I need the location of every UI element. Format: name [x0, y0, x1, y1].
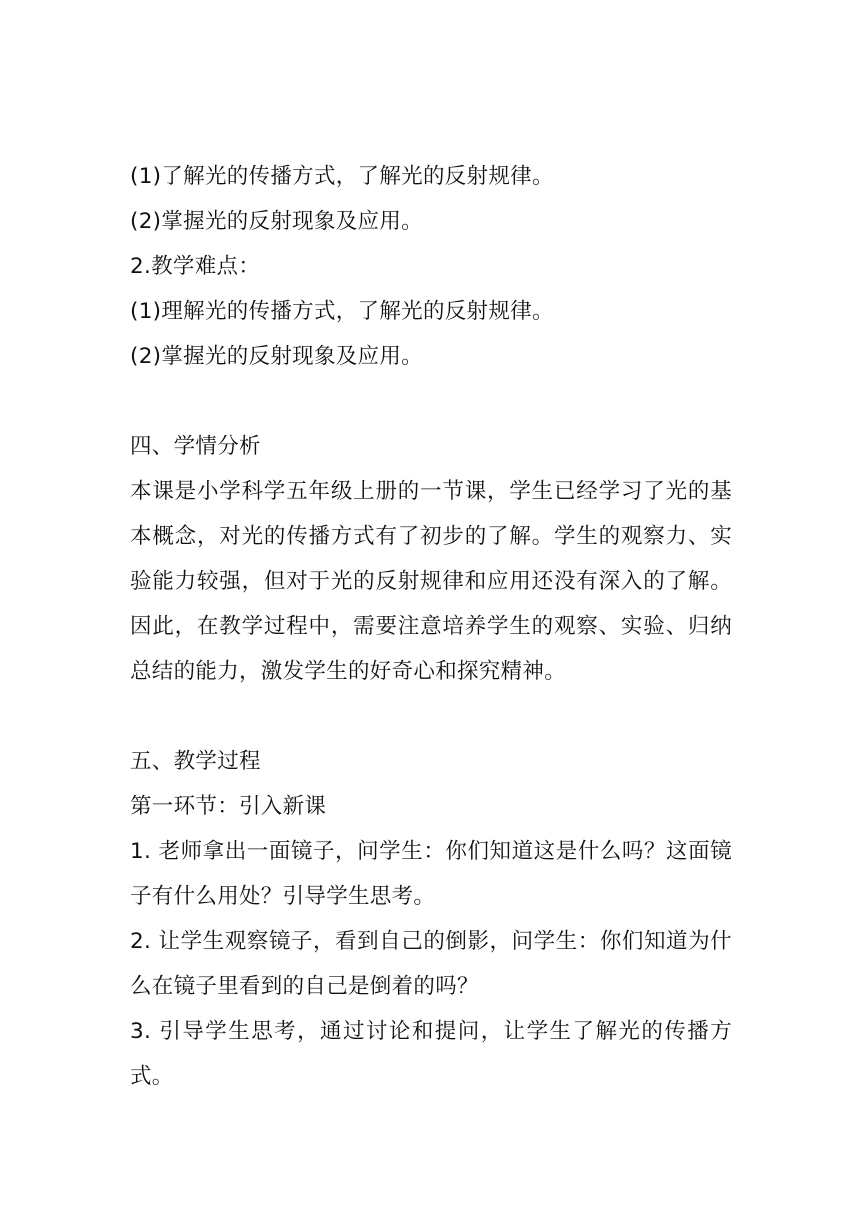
learning-analysis-paragraph: 本课是小学科学五年级上册的一节课，学生已经学习了光的基本概念，对光的传播方式有了初步的了解。学生的观察力、实验能力较强，但对于光的反射规律和应用还没有深入的了解。因此，在教学过程中，需要注意培养学生的观察、实验、归纳总结的能力，激发学生的好奇心和探究精神。: [130, 479, 732, 684]
focus-item-2: (2)掌握光的反射现象及应用。: [130, 209, 423, 234]
spacer: [130, 379, 732, 424]
section-heading-teaching-process: 五、教学过程: [130, 749, 261, 774]
document-body: [130, 154, 732, 1099]
spacer: [130, 694, 732, 739]
teaching-step-1: 1. 老师拿出一面镜子，问学生：你们知道这是什么吗？这面镜子有什么用处？引导学生思考。: [130, 839, 732, 909]
focus-item-1: (1)了解光的传播方式，了解光的反射规律。: [130, 164, 554, 189]
difficulty-item-2: (2)掌握光的反射现象及应用。: [130, 344, 423, 369]
teaching-step-2: 2. 让学生观察镜子，看到自己的倒影，问学生：你们知道为什么在镜子里看到的自己是倒着的吗？: [130, 929, 732, 999]
difficulty-item-1: (1)理解光的传播方式，了解光的反射规律。: [130, 299, 554, 324]
section-heading-learning-analysis: 四、学情分析: [130, 434, 261, 459]
difficulty-heading: 2.教学难点：: [130, 254, 261, 279]
teaching-step-3: 3. 引导学生思考，通过讨论和提问，让学生了解光的传播方式。: [130, 1019, 732, 1089]
subheading-introduction: 第一环节：引入新课: [130, 794, 327, 819]
